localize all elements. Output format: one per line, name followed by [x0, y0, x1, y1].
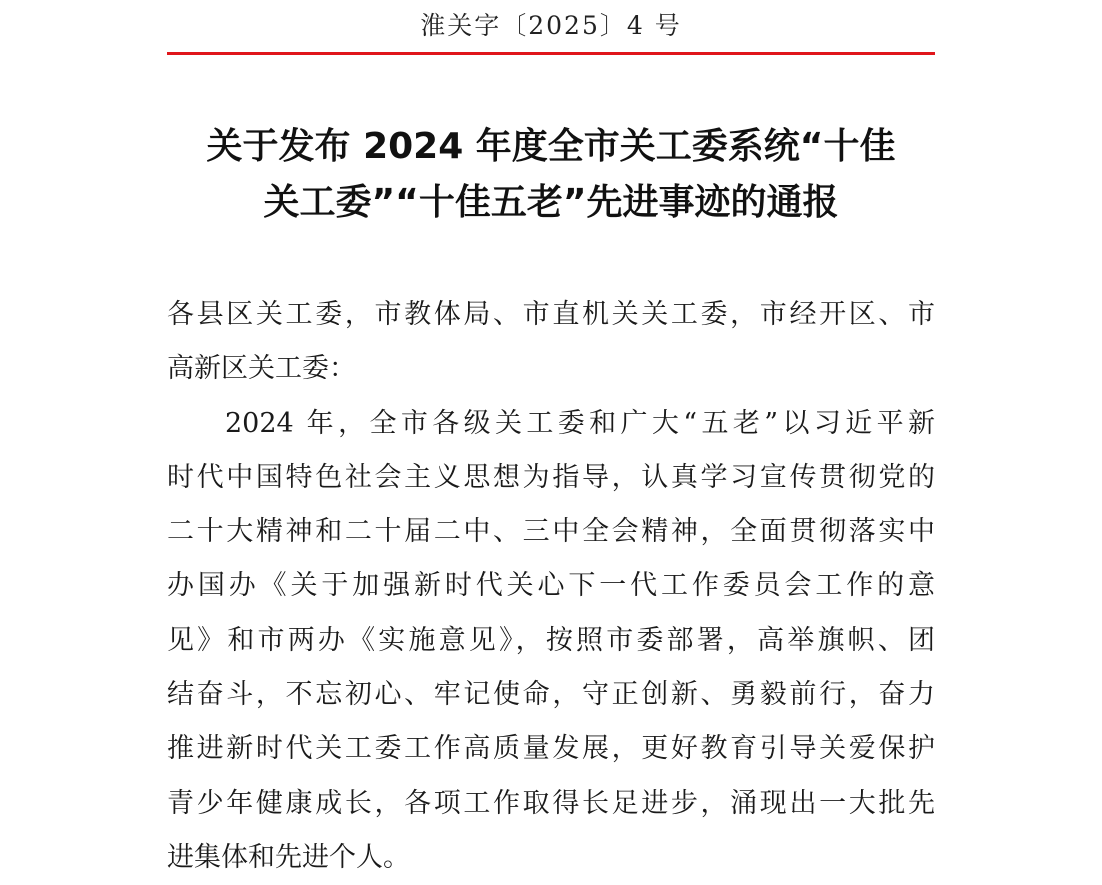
- paragraph-line-5: 见》和市两办《实施意见》，按照市委部署，高举旗帜、团: [167, 624, 935, 656]
- addressee-line-2: 高新区关工委：: [167, 353, 356, 385]
- paragraph-line-3: 二十大精神和二十届二中、三中全会精神，全面贯彻落实中: [167, 516, 935, 548]
- paragraph-line-9: 进集体和先进个人。: [167, 841, 410, 873]
- title-line-1: 关于发布 2024 年度全市关工委系统“十佳: [206, 126, 896, 167]
- title-line-2: 关工委”“十佳五老”先进事迹的通报: [263, 182, 839, 223]
- document-number: 淮关字〔2025〕4 号: [420, 11, 682, 40]
- paragraph-line-8: 青少年健康成长，各项工作取得长足进步，涌现出一大批先: [167, 787, 935, 819]
- addressee-line-1: 各县区关工委，市教体局、市直机关关工委，市经开区、市: [167, 299, 935, 330]
- paragraph-line-6: 结奋斗，不忘初心、牢记使命，守正创新、勇毅前行，奋力: [167, 679, 935, 711]
- document-body: [167, 288, 935, 885]
- paragraph-line-1: 2024 年，全市各级关工委和广大“五老”以习近平新: [225, 407, 935, 439]
- paragraph-line-2: 时代中国特色社会主义思想为指导，认真学习宣传贯彻党的: [167, 461, 935, 493]
- red-header-rule: [167, 52, 935, 55]
- paragraph-line-7: 推进新时代关工委工作高质量发展，更好教育引导关爱保护: [167, 733, 935, 765]
- document-title: [160, 119, 942, 231]
- paragraph-line-4: 办国办《关于加强新时代关心下一代工作委员会工作的意: [167, 570, 935, 602]
